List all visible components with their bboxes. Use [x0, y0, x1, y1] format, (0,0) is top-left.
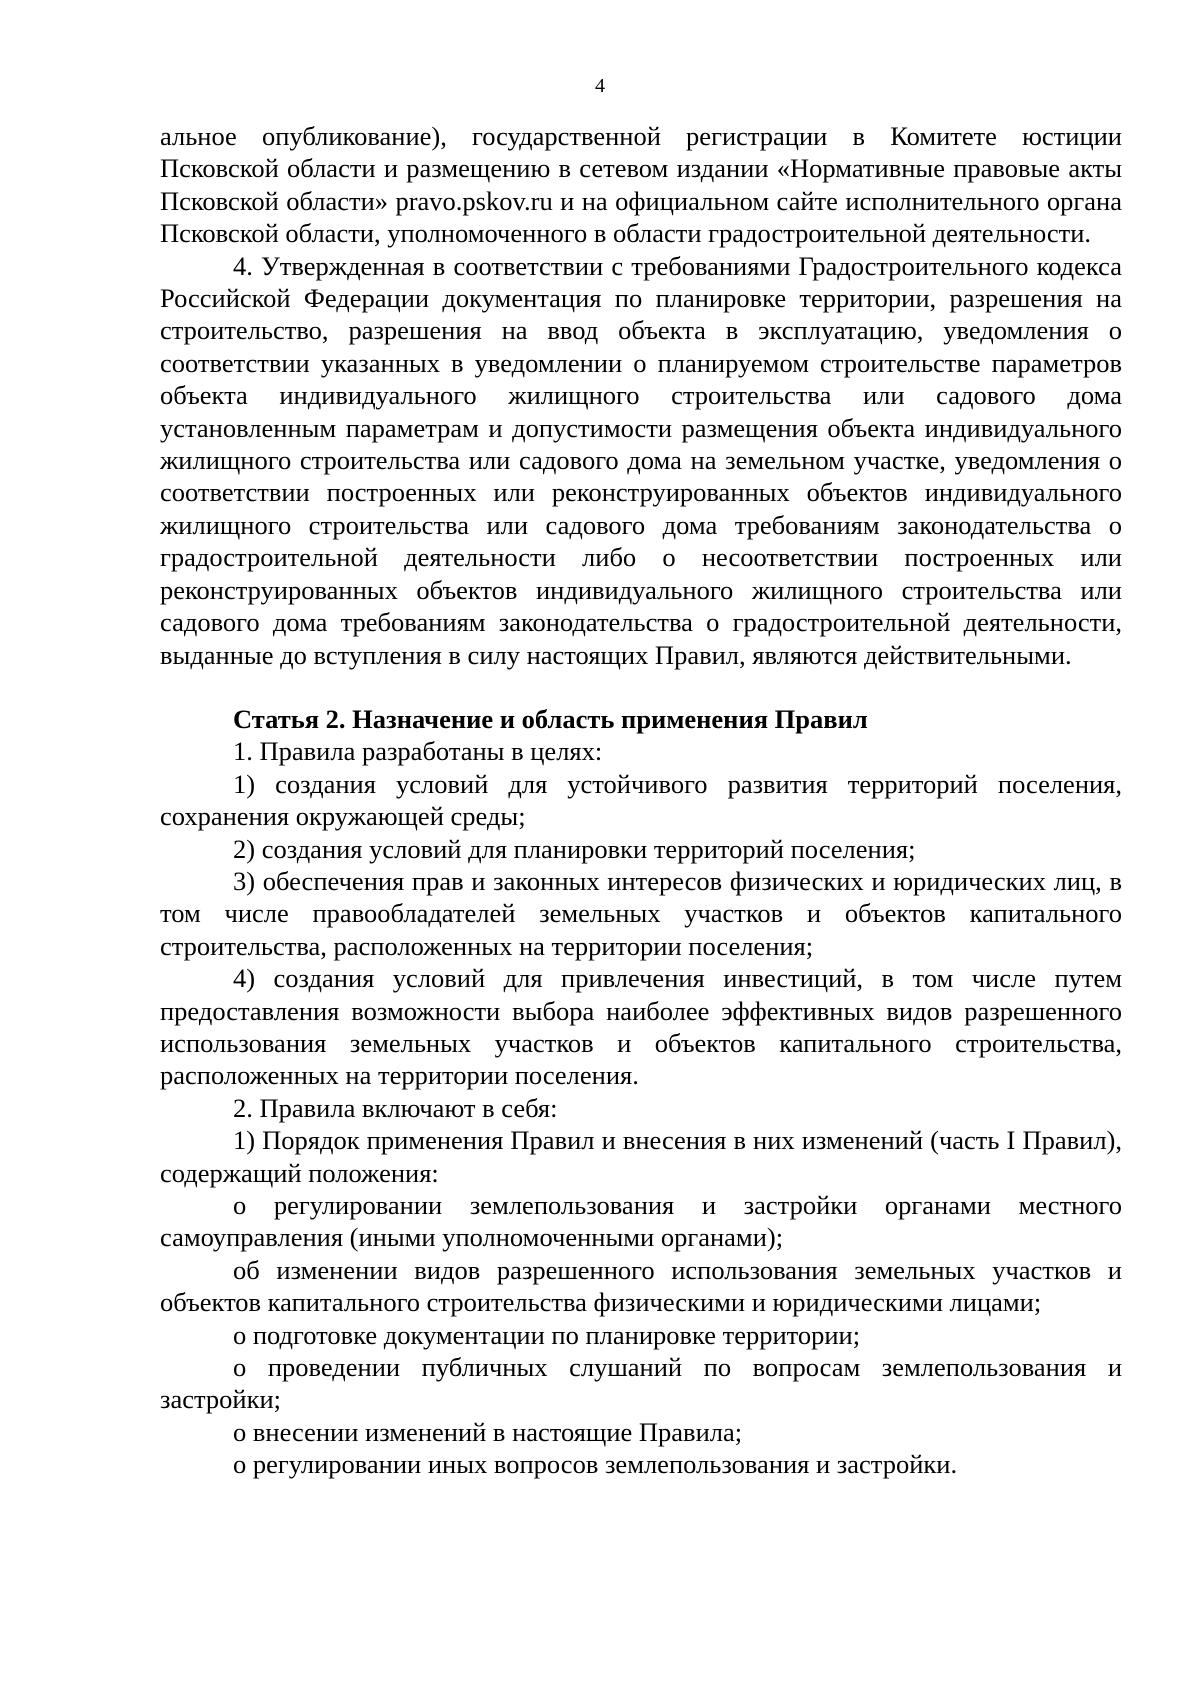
- page-number: 4: [595, 75, 605, 97]
- paragraph-contents-intro: 2. Правила включают в себя:: [233, 1092, 558, 1123]
- paragraph-item-4: 4. Утвержденная в соответствии с требованиями Градостроительного кодекса Российской Федерации документация по планировке территории, разрешения на строительство, разрешения на ввод объекта в эксплуатацию, уведомления о соответствии указанных в уведомлении о планируемом строительстве параметров объекта индивидуального жилищного строительства или садового дома установленным параметрам и допустимости размещения объекта индивидуального жилищного строительства или садового дома на земельном участке, уведомления о соответствии построенных или реконструированных объектов индивидуального жилищного строительства или садового дома требованиям законодательства о градостроительной деятельности либо о несоответствии построенных или реконструированных объектов индивидуального жилищного строительства или садового дома требованиям законодательства о градостроительной деятельности, выданные до вступления в силу настоящих Правил, являются действительными.: [160, 250, 1122, 670]
- paragraph-goal-1: 1) создания условий для устойчивого развития территорий поселения, сохранения окружающей среды;: [160, 768, 1122, 832]
- provision-item: о внесении изменений в настоящие Правила;: [233, 1416, 743, 1447]
- paragraph-contents-1: 1) Порядок применения Правил и внесения в них изменений (часть I Правил), содержащий положения:: [160, 1125, 1122, 1188]
- article-2-heading: Статья 2. Назначение и область применения Правил: [233, 703, 868, 734]
- provision-item: о проведении публичных слушаний по вопросам землепользования и застройки;: [160, 1352, 1122, 1415]
- paragraph-goal-4: 4) создания условий для привлечения инвестиций, в том числе путем предоставления возможности выбора наиболее эффективных видов разрешенного использования земельных участков и объектов капитального строительства, расположенных на территории поселения.: [160, 963, 1122, 1091]
- paragraph-goals-intro: 1. Правила разработаны в целях:: [233, 736, 603, 767]
- paragraph-continuation: альное опубликование), государственной регистрации в Комитете юстиции Псковской области и размещению в сетевом издании «Нормативные правовые акты Псковской области» pravo.pskov.ru и на официальном сайте исполнительного органа Псковской области, уполномоченного в области градостроительной деятельности.: [160, 121, 1122, 249]
- paragraph-goal-3: 3) обеспечения прав и законных интересов физических и юридических лиц, в том числе правообладателей земельных участков и объектов капитального строительства, расположенных на территории поселения;: [160, 865, 1122, 961]
- paragraph-goal-2: 2) создания условий для планировки территорий поселения;: [233, 833, 916, 864]
- provision-item: о регулировании иных вопросов землепользования и застройки.: [233, 1449, 958, 1480]
- provision-item: об изменении видов разрешенного использования земельных участков и объектов капитального строительства физическими и юридическими лицами;: [160, 1254, 1122, 1318]
- provision-item: о подготовке документации по планировке территории;: [233, 1319, 861, 1350]
- provision-item: о регулировании землепользования и застройки органами местного самоуправления (иными уполномоченными органами);: [160, 1190, 1122, 1253]
- document-body: [160, 120, 1122, 1481]
